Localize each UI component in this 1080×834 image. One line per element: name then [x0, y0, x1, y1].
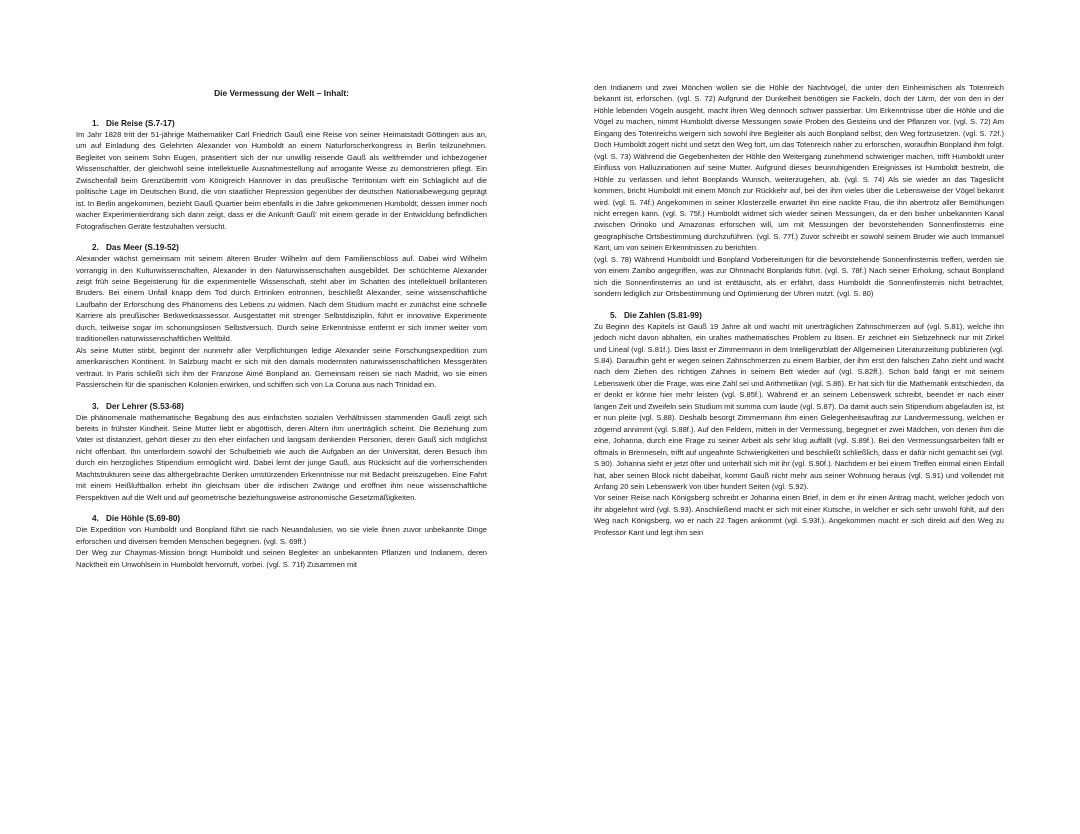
chapter-title: Der Lehrer (S.53-68)	[106, 401, 184, 411]
chapter-title: Die Reise (S.7-17)	[106, 119, 175, 128]
paragraph: Der Weg zur Chaymas-Mission bringt Humboldt und seinen Begleiter an unbekannten Pflanzen und Indianern, deren Nacktheit ein Unwohlsein in Humboldt hervorruft, vorbei. (vgl. S. 71f) Zusammen mit	[76, 548, 487, 569]
paragraph: Alexander wächst gemeinsam mit seinem älteren Bruder Wilhelm auf dem Familienschloss auf. Dabei wird Wilhelm vorrangig in den Kulturwissenschaften, Alexander in den Naturwissenschaften ausgebildet. Der schüchterne Alexander zeigt früh seine Begeisterung für die experimentelle Wissenschaft, steht aber im Schatten des intellektuell brillanteren Bruders. Bei einem Unfall knapp dem Tod durch Ertrinken entronnen, beschließt Alexander, seine wissenschaftliche Laufbahn der Erforschung des Phänomens des Lebens zu widmen. Nach dem Studium macht er zunächst eine schnelle Karriere als preußischer Berkwerksassessor. Ausgestattet mit strenger Selbstdisziplin, führt er innovative Experimente durch, teilweise sogar im schonungslosen Selbstversuch. Durch seine Erkenntnisse entfernt er sich immer weiter vom traditionellen naturwissenschaftlichen Weltbild.	[76, 254, 487, 344]
chapter-title: Das Meer (S.19-52)	[106, 243, 179, 253]
paragraph: (vgl. S. 78) Während Humboldt und Bonpland Vorbereitungen für die bevorstehende Sonnenfinsternis treffen, werden sie von einem Zambo angegriffen, was zur Ohnmacht Bonplands führt. (vgl. S. 78f.) Nach seiner Erholung, schaut Bonpland sich die Sonnenfinsternis an und ist enttäuscht, als er erfährt, dass Humboldt die Sonnenfinsternis nicht betrachtet, sondern lediglich zur Ortsbestimmung und Optimierung der Uhren nutzt. (vgl. S. 80)	[594, 254, 1004, 299]
chapter-heading	[76, 401, 487, 412]
left-page	[76, 82, 487, 764]
chapter-section	[76, 513, 487, 570]
paragraph: Die phänomenale mathematische Begabung des aus einfachsten sozialen Verhältnissen stammenden Gauß zeigt sich bereits in frühster Kindheit. Seine Mutter liebt er abgöttisch, deren Altern ihm unerträglich scheint. Die Beziehung zum Vater ist distanziert, gehört dieser zu den eher einfachen und langsam denkenden Personen, deren Gauß sich möglichst nicht offenbart. Ihn unterfordern sowohl der Schulbetrieb wie auch die Aufgaben an der Universität, deren Besuch ihm durch ein herzogliches Stipendium ermöglicht wird. Dabei lernt der junge Gauß, aus Rücksicht auf die vorherrschenden Machtstrukturen seine das althergebrachte Denken umstürzenden Erkenntnisse nur mit Bedacht preiszugeben. Eine Fahrt mit einem Heißluftballon erhebt ihn gleichsam über die irdischen Zwänge und eröffnet ihm neue wissenschaftliche Perspektiven auf die Welt und auf geometrische beziehungsweise astronomische Gesetzmäßigkeiten.	[76, 412, 487, 502]
paragraph: Die Expedition von Humboldt und Bonpland führt sie nach Neuandalusien, wo sie viele ihnen zuvor unbekannte Dinge erforschen und diversen fremden Menschen begegnen. (vgl. S. 69ff.)	[76, 525, 487, 546]
chapter-section	[594, 310, 1004, 539]
document-title: Die Vermessung der Welt – Inhalt:	[214, 88, 349, 98]
chapter-number: 1.	[92, 119, 99, 128]
paragraph: den Indianern und zwei Mönchen wollen sie die Höhle der Nachtvögel, die unter den Einheimischen als Totenreich bekannt ist, erforschen. (vgl. S. 72) Aufgrund der Dunkelheit benötigen sie Fackeln, doch der Lärm, der von den in der Höhle lebenden Vögeln ausgeht, macht ihren Weg dennoch schwer passierbar. Um Erkenntnisse über die Höhle und die Vögel zu machen, nimmt Humboldt diverse Messungen sowie Proben des Gesteins und der Pflanzen vor. (vgl. S. 72) Am Eingang des Totenreichs weigern sich sowohl ihre Begleiter als auch Bonpland selbst, den Weg fortzusetzen. (vgl. S. 72f.) Doch Humboldt zögert nicht und setzt den Weg fort, um das Totenreich näher zu erforschen, woraufhin Bonpland ihm folgt. (vgl. S. 73) Während die Gegebenheiten der Höhle den Weitergang zunehmend schwieriger machen, trifft Humboldt unter Einfluss von Halluzinationen auf seine Mutter. Aufgrund dieses beunruhigenden Ereignisses ist Humboldt bestrebt, die Höhle zu verlassen und lehnt Bonplands Wunsch, weiterzugehen, ab. (vgl. S. 74) Als sie wieder an das Tageslicht kommen, bricht Humboldt mit einem Mönch zur Rückkehr auf, bei der ihm vieles über die Lebensweise der Vögel bekannt wird. (vgl. S. 74f.) Angekommen in seiner Klosterzelle erwartet ihn eine nackte Frau, die ihn abertrotz aller Bemühungen nicht erregen kann. (vgl. S. 75f.) Humboldt widmet sich wieder seinen Messungen, da er den bisher unbekannten Kanal zwischen Orinoko und Amazonas erforschen will, um mit Messungen der bevorstehenden Sonnenfinsternis eine geographische Ortsbestimmung durchzuführen. (vgl. S. 77f.) Zuvor schreibt er sowohl seinem Bruder wie auch Immanuel Kant, um von seinen Erkenntnissen zu berichten.	[594, 83, 1004, 253]
chapter-heading	[594, 310, 1004, 321]
chapter-section	[76, 401, 487, 504]
chapter-heading	[76, 242, 487, 253]
chapter-section	[76, 118, 487, 232]
chapter-heading	[76, 118, 487, 129]
chapter-number: 4.	[92, 514, 99, 524]
chapter-title: Die Zahlen (S.81-99)	[624, 310, 702, 320]
chapter-heading	[76, 513, 487, 524]
chapter-section	[76, 242, 487, 390]
paragraph: Zu Beginn des Kapitels ist Gauß 19 Jahre alt und wacht mit unerträglichen Zahnschmerzen auf (vgl. S.81), welche ihn jedoch nicht davon abhalten, ein uraltes mathematisches Problem zu lösen. Er zeichnet ein Siebzehneck nur mit Zirkel und Lineal (vgl. S.81f.). Dies lässt er Zimmermann in dem Intelligenzblatt der Allgemeinen Literaturzeitung publizieren (vgl. S.84). Daraufhin geht er wegen seinen Zahnschmerzen zu einem Barbier, der ihm erst den falschen Zahn zieht und wacht nach dem Ziehen des richtigen Zahnes in seinem Bett wieder auf (vgl. S.82ff.). Schon bald fängt er mit seinem Lebenswerk über die Frage, was eine Zahl sei und Arithmetikan (vgl. S.86). Er hat sich für die Mathematik entschieden, da er denkt er könne hier mehr leisten (vgl. S.85f.). Während er an seinem Lebenswerk schreibt, beendet er nach einer langen Zeit und Zweifeln sein Studium mit summa cum laude (vgl. S.87). Da damit auch sein Stipendium abgelaufen ist, ist er nun pleite (vgl. S.88). Deshalb besorgt Zimmermann ihm einen Gelegenheitsauftrag zur Landvermessung, welchen er zögernd annimmt (vgl. S.88f.). Auf den Feldern, mitten in der Vermessung, begegnet er zwei Mädchen, von denen ihm die eine, Johanna, durch eine Frage zu seiner Arbeit als sehr klug auffällt (vgl. S.89f.). Bei den Vermessungsarbeiten fällt er oftmals in Brenneseln, trifft auf ungeahnte Schwierigkeiten und beschließt schließlich, dass er dafür nicht gemacht sei (vgl. S.90). Johanna sieht er jetzt öfter und unterhält sich mit ihr (vgl. S.90f.). Nachdem er bei einem Treffen einmal einen Einfall hat, aber seinen Block nicht dabeihat, kommt Gauß nicht mehr aus seiner Wohnung heraus (vgl. S.91) und vollendet mit Anfang 20 sein Lebenswerk von über hundert Seiten (vgl. S.92).	[594, 321, 1004, 491]
paragraph: Vor seiner Reise nach Königsberg schreibt er Johanna einen Brief, in dem er ihr einen Antrag macht, welcher jedoch von ihr abgelehnt wird (vgl. S.93). Anschließend macht er sich mit einer Kutsche, in welcher er sich sehr unwohl fühlt, auf den Weg nach Königsberg, wo er nach 22 Tagen ankommt (vgl. S.93f.). Angekommen macht er sich direkt auf den Weg zu Professor Kant und legt ihm sein	[594, 493, 1004, 537]
paragraph: Im Jahr 1828 tritt der 51-jährige Mathematiker Carl Friedrich Gauß eine Reise von seiner Heimatstadt Göttingen aus an, um auf Einladung des Gelehrten Alexander von Humboldt an einem Naturforscherkongress in Berlin teilzunehmen. Begleitet von seinem Sohn Eugen, präsentiert sich der nur unwillig reisende Gauß als weltfremder und ichbezogener Wissenschaftler, der gleichwohl seine intellektuelle Ausnahmestellung auf arrogante Weise zu demonstrieren pflegt. Ein Zwischenfall beim Grenzübertritt vom Königreich Hannover in das preußische Territorium wirft ein Schlaglicht auf die politische Lage im Deutschen Bund, die von staatlicher Repression gegenüber der deutschen Nationalbewegung geprägt ist. In Berlin angekommen, bezieht Gauß Quartier beim ebenfalls in die Jahre gekommenen Humboldt, dessen immer noch wacher Experimentierdrang sich dann zeigt, dass er die Ankunft Gauß' mit einem gerade in der Entwicklung befindlichen Fotografischen Geräte festzuhalten versucht.	[76, 130, 487, 231]
left-page-content	[76, 118, 487, 570]
right-page-intro	[594, 82, 1004, 300]
chapter-title: Die Höhle (S.69-80)	[106, 514, 181, 524]
paragraph: Als seine Mutter stirbt, beginnt der nunmehr aller Verpflichtungen ledige Alexander seine Forschungsexpedition zum amerikanischen Kontinent. In Salzburg macht er sich mit den damals modernsten naturwissenschaftlichen Messgeräten vertraut. In Paris schließt sich ihm der Franzose Aimé Bonpland an. Gemeinsam reisen sie nach Madrid, wo sie einen Passierschein für die spanischen Kolonien erwirken, und schiffen sich von La Coruna aus nach Trinidad ein.	[76, 345, 487, 390]
chapter-number: 5.	[610, 310, 617, 320]
right-page-content	[594, 310, 1004, 539]
right-page	[594, 82, 1004, 764]
chapter-number: 2.	[92, 243, 99, 253]
chapter-number: 3.	[92, 401, 99, 411]
